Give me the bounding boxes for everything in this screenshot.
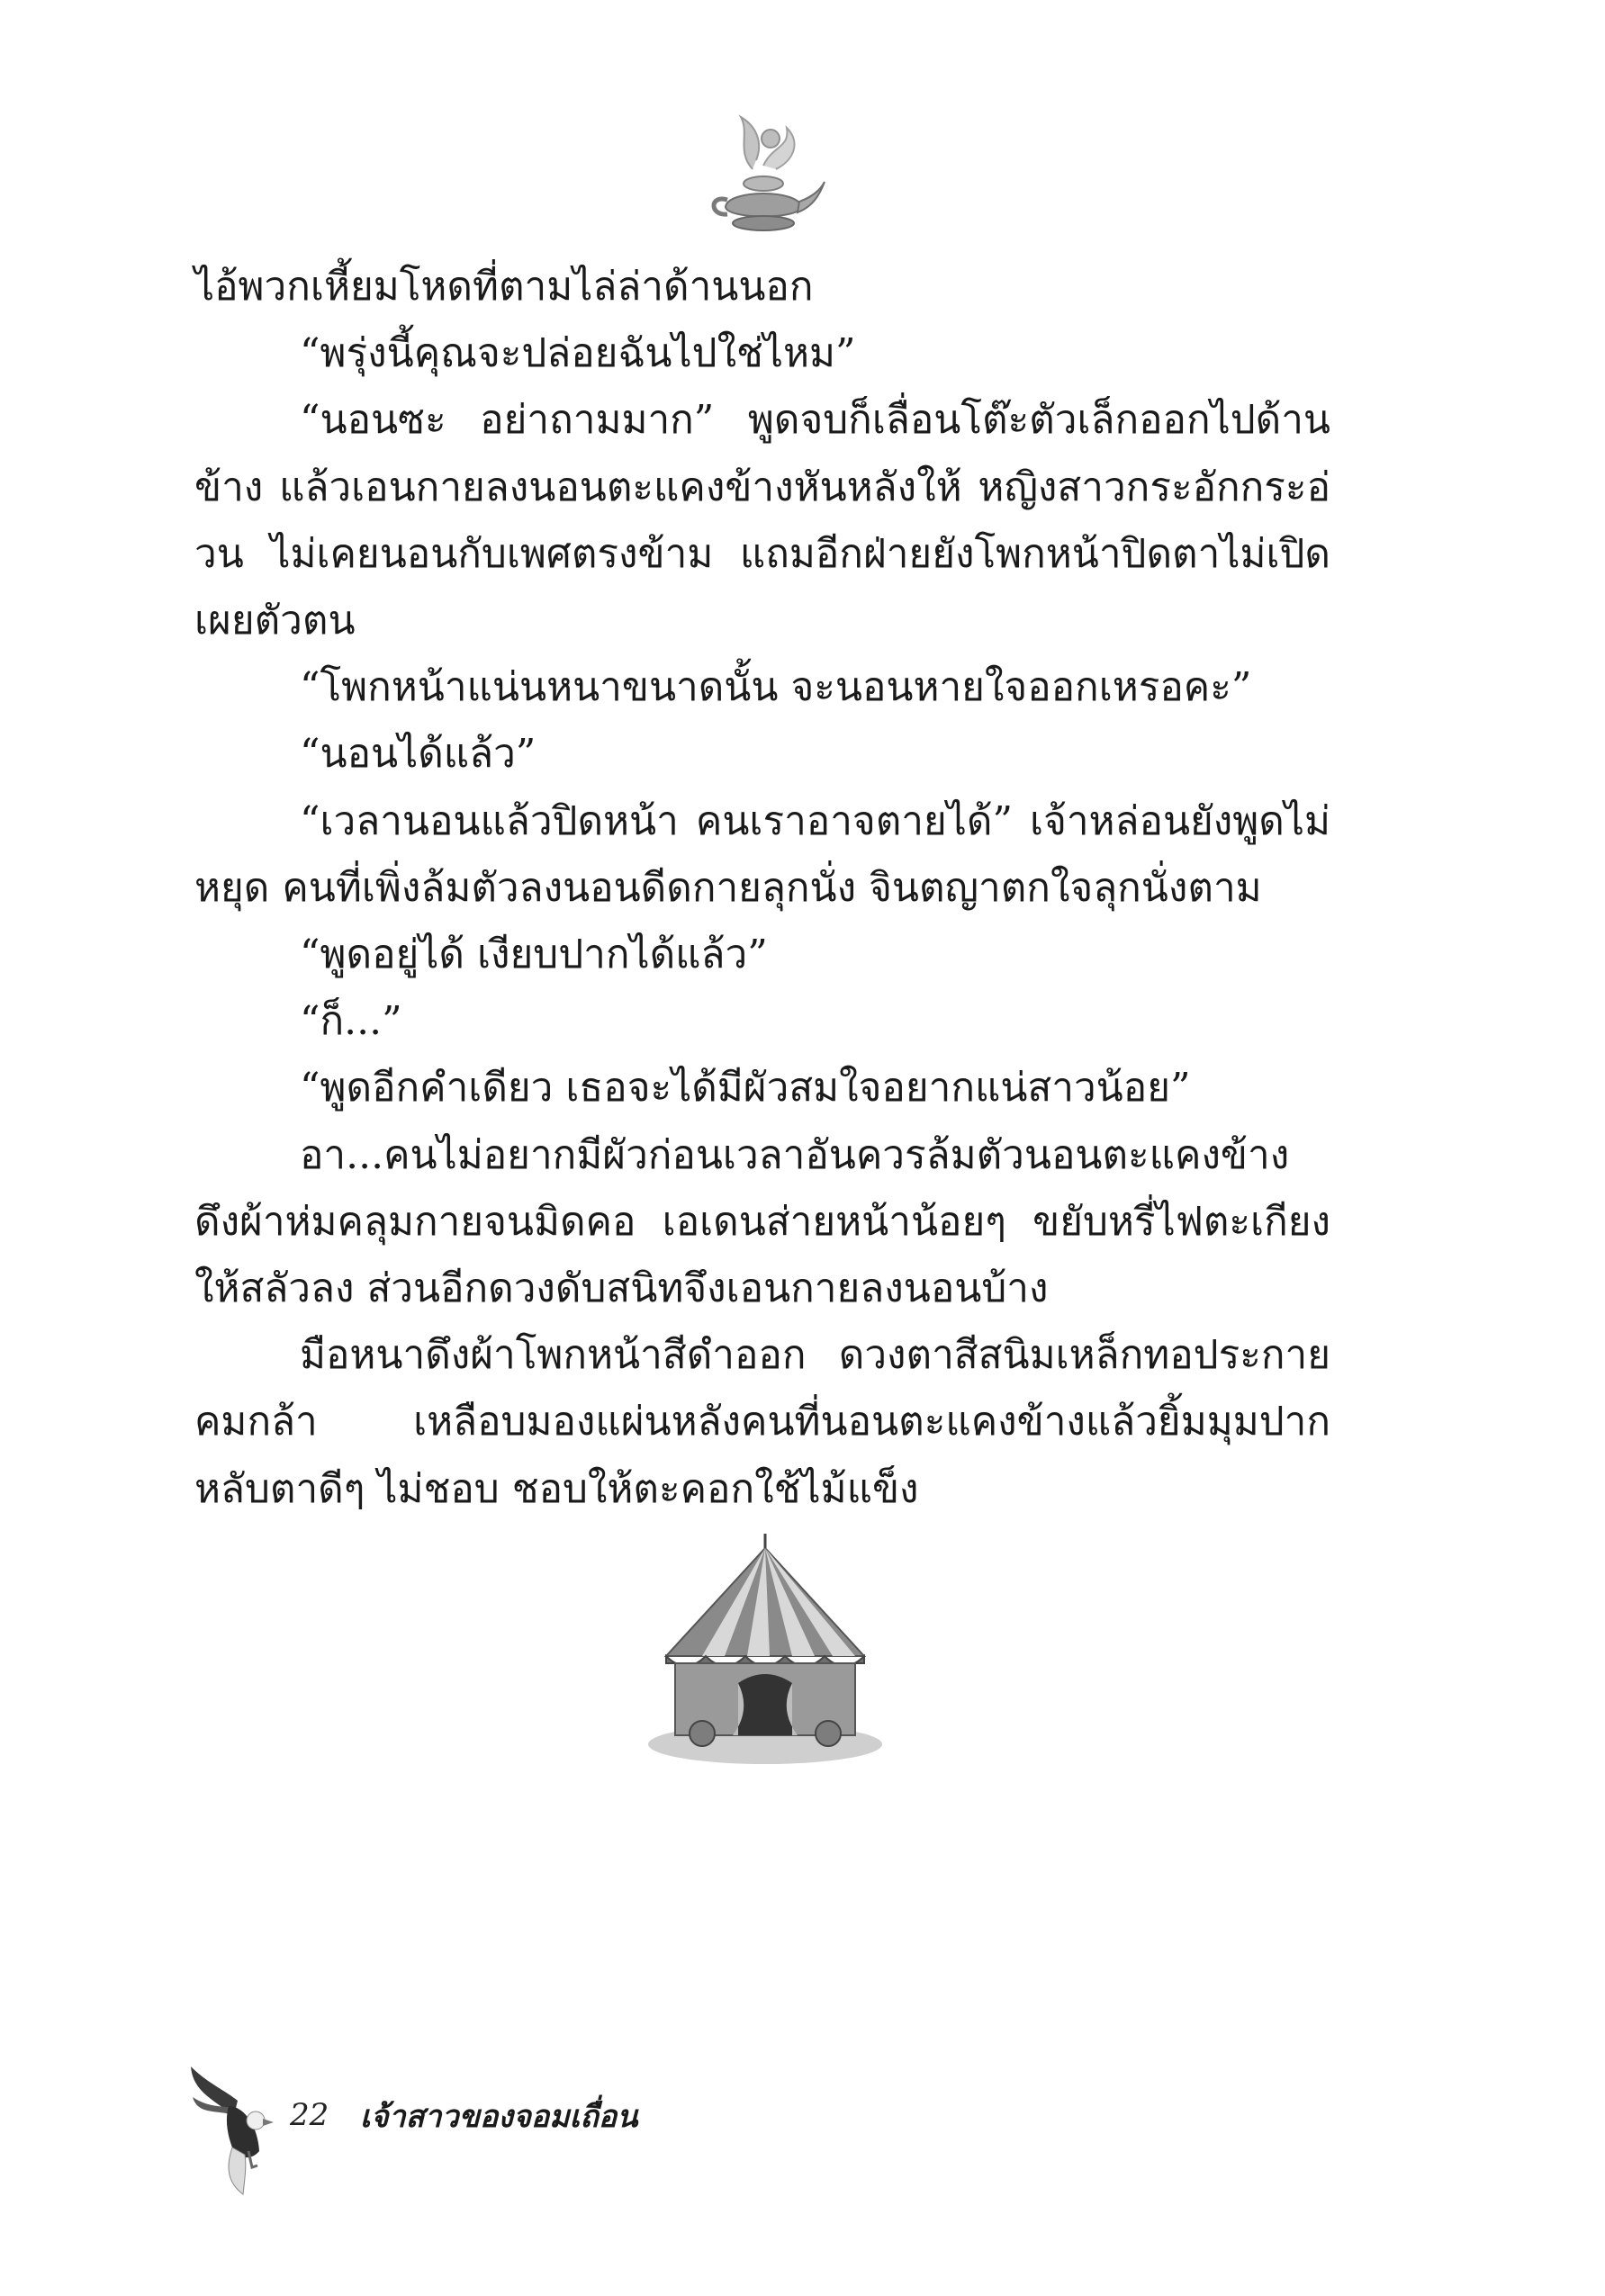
- paragraph: “พรุ่งนี้คุณจะปล่อยฉันไปใช่ไหม”: [300, 330, 856, 377]
- tent-icon: [639, 1530, 891, 1773]
- page-number: 22: [290, 2097, 329, 2133]
- paragraph: “พูดอยู่ได้ เงียบปากได้แล้ว”: [300, 932, 768, 978]
- paragraph: “นอนได้แล้ว”: [300, 731, 537, 778]
- paragraph: ไอ้พวกเหี้ยมโหดที่ตามไล่ล่าด้านนอก: [194, 264, 814, 310]
- body-text: [194, 254, 1330, 1523]
- paragraph: “ก็...”: [300, 998, 402, 1045]
- eagle-ornament: [189, 2061, 288, 2196]
- paragraph: “นอนซะ อย่าถามมาก” พูดจบก็เลื่อนโต๊ะตัวเล็กออกไปด้านข้าง แล้วเอนกายลงนอนตะแคงข้างหันหลังให้ หญิงสาวกระอักกระอ่วน ไม่เคยนอนกับเพศตรงข้าม แถมอีกฝ่ายยังโพกหน้าปิดตาไม่เปิดเผยตัวตน: [194, 397, 1330, 644]
- paragraph: “พูดอีกคำเดียว เธอจะได้มีผัวสมใจอยากแน่สาวน้อย”: [300, 1065, 1191, 1112]
- paragraph: “เวลานอนแล้วปิดหน้า คนเราอาจตายได้” เจ้าหล่อนยังพูดไม่หยุด คนที่เพิ่งล้มตัวลงนอนดีดกายลุกนั่ง จินตญาตกใจลุกนั่งตาม: [194, 797, 1330, 911]
- teapot-icon: [700, 106, 826, 241]
- page-footer: [189, 2061, 819, 2196]
- tent-ornament: [639, 1530, 891, 1773]
- paragraph: “โพกหน้าแน่นหนาขนาดนั้น จะนอนหายใจออกเหรอคะ”: [300, 664, 1252, 711]
- teapot-ornament: [700, 106, 826, 241]
- paragraph: อา...คนไม่อยากมีผัวก่อนเวลาอันควรล้มตัวนอนตะแคงข้าง ดึงผ้าห่มคลุมกายจนมิดคอ เอเดนส่ายหน้าน้อยๆ ขยับหรี่ไฟตะเกียงให้สลัวลง ส่วนอีกดวงดับสนิทจึงเอนกายลงนอนบ้าง: [194, 1131, 1330, 1312]
- eagle-icon: [189, 2061, 288, 2196]
- book-title: เจ้าสาวของจอมเถื่อน: [360, 2099, 638, 2135]
- paragraph: มือหนาดึงผ้าโพกหน้าสีดำออก ดวงตาสีสนิมเหล็กทอประกายคมกล้า เหลือบมองแผ่นหลังคนที่นอนตะแคงข้างแล้วยิ้มมุมปากหลับตาดีๆ ไม่ชอบ ชอบให้ตะคอกใช้ไม้แข็ง: [194, 1332, 1330, 1512]
